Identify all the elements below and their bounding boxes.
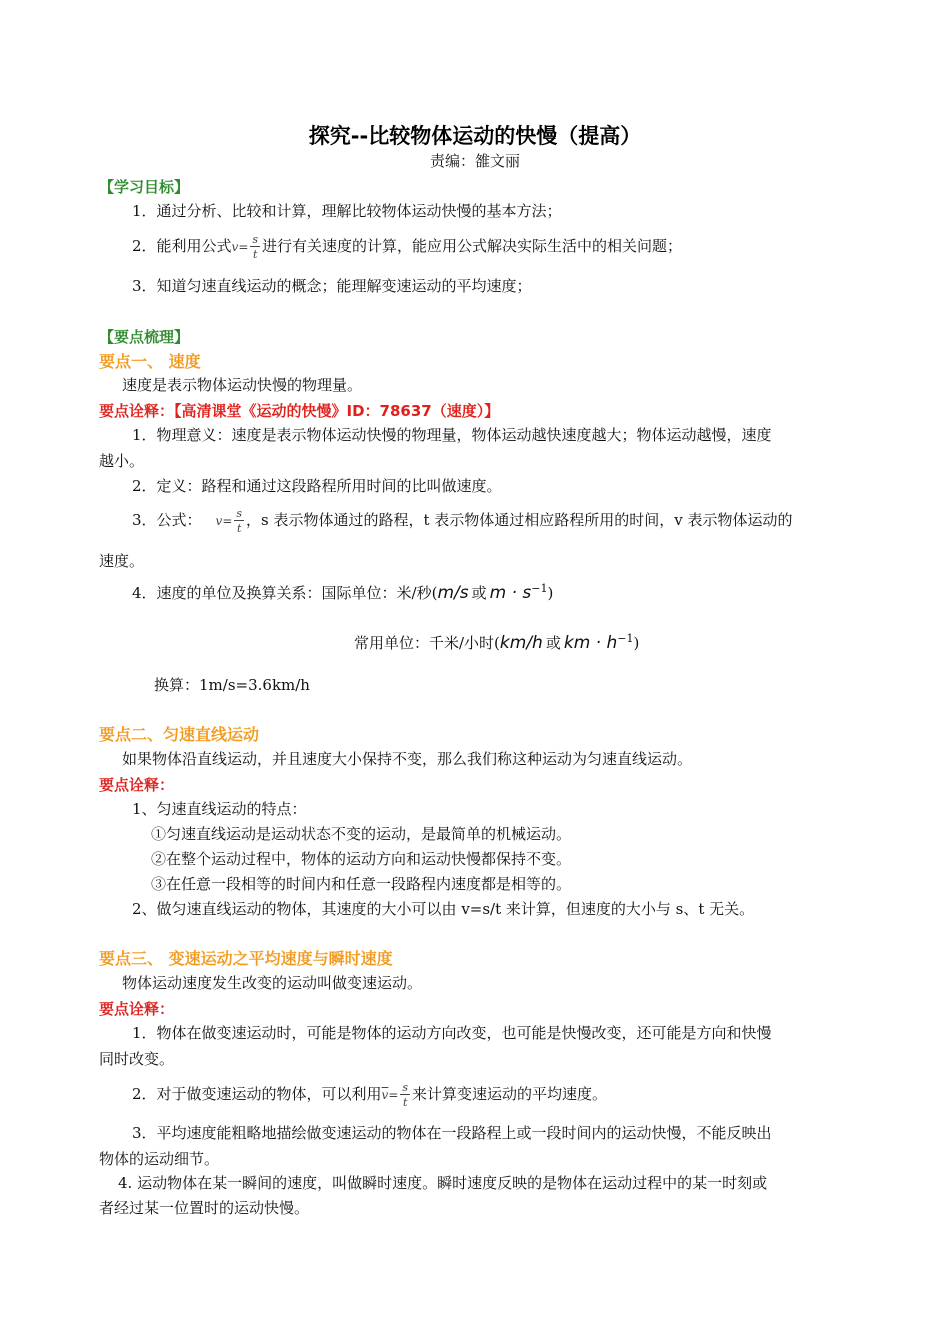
point2-note: 要点诠释： [99, 776, 175, 794]
point1-intro: 速度是表示物体运动快慢的物理量。 [122, 376, 363, 394]
point2-intro: 如果物体沿直线运动，并且速度大小保持不变，那么我们称这种运动为匀速直线运动。 [122, 750, 693, 768]
point3-item1-line1: 1．物体在做变速运动时，可能是物体的运动方向改变，也可能是快慢改变，还可能是方向和快慢 [132, 1024, 772, 1042]
point1-item2: 2．定义：路程和通过这段路程所用时间的比叫做速度。 [132, 477, 502, 495]
point1-item3-line2: 速度。 [99, 552, 145, 570]
formula-vbar: $\overline{v}$ [381, 1088, 389, 1102]
unit-km-per-h: km/h [499, 633, 543, 653]
summary-heading: 【要点梳理】 [99, 328, 190, 346]
point2-sub1: ①匀速直线运动是运动状态不变的运动，是最简单的机械运动。 [151, 825, 572, 843]
point3-note: 要点诠释： [99, 1000, 175, 1018]
point1-item4: 4．速度的单位及换算关系：国际单位：米/秒(m/s 或 $m \cdot s^{-1}$) [132, 582, 554, 603]
unit-km-h-inverse: km · h [563, 633, 618, 653]
formula-equals: = [388, 1088, 399, 1102]
point2-sub2: ②在整个运动过程中，物体的运动方向和运动快慢都保持不变。 [151, 850, 572, 868]
point3-item3-line1: 3．平均速度能粗略地描绘做变速运动的物体在一段路程上或一段时间内的运动快慢，不能反映出 [132, 1124, 772, 1142]
point3-item3-line2: 物体的运动细节。 [99, 1150, 220, 1168]
point1-item1-line1: 1．物理意义：速度是表示物体运动快慢的物理量，物体运动越快速度越大；物体运动越慢，速度 [132, 426, 772, 444]
common-unit-line: 常用单位：千米/小时(km/h 或 km · $h^{-1}$) [354, 632, 640, 653]
point3-item1-line2: 同时改变。 [99, 1050, 175, 1068]
point2-heading: 要点二、匀速直线运动 [99, 725, 260, 744]
point3-item4-line2: 者经过某一位置时的运动快慢。 [99, 1199, 310, 1217]
editor-credit: 责编：雒文丽 [429, 152, 520, 170]
formula-fraction: $\frac{s}{t}$ [236, 507, 243, 535]
point1-item1-line2: 越小。 [99, 452, 145, 470]
point1-heading: 要点一、 速度 [99, 352, 201, 371]
point2-item1: 1、匀速直线运动的特点： [132, 800, 307, 818]
formula-fraction: $\frac{s}{t}$ [252, 233, 259, 261]
unit-m-s-inverse: m · s [489, 583, 532, 603]
point3-heading: 要点三、 变速运动之平均速度与瞬时速度 [99, 949, 393, 968]
objectives-heading: 【学习目标】 [99, 178, 190, 196]
objective-item-3: 3．知道匀速直线运动的概念；能理解变速运动的平均速度； [132, 277, 532, 295]
point2-sub3: ③在任意一段相等的时间内和任意一段路程内速度都是相等的。 [151, 875, 572, 893]
formula-v: v [215, 514, 223, 528]
conversion-line: 换算：1m/s=3.6km/h [154, 676, 310, 694]
point3-intro: 物体运动速度发生改变的运动叫做变速运动。 [122, 974, 423, 992]
formula-equals: = [238, 240, 249, 254]
point3-item2: 2．对于做变速运动的物体，可以利用$\overline{v}=$ $\frac{s}{t}$ 来计算变速运动的平均速度。 [132, 1081, 608, 1109]
unit-m-per-s: m/s [437, 583, 469, 603]
objective-item-1: 1．通过分析、比较和计算，理解比较物体运动快慢的基本方法； [132, 202, 562, 220]
point3-item4-line1: 4. 运动物体在某一瞬间的速度，叫做瞬时速度。瞬时速度反映的是物体在运动过程中的某一时刻或 [118, 1174, 768, 1192]
objective-item-2: 2．能利用公式v= $\frac{s}{t}$ 进行有关速度的计算，能应用公式解决实际生活中的相关问题； [132, 233, 683, 261]
point1-item3: 3．公式： v= $\frac{s}{t}$ ，s 表示物体通过的路程，t 表示物体通过相应路程所用的时间，v 表示物体运动的 [132, 507, 793, 535]
point2-item2: 2、做匀速直线运动的物体，其速度的大小可以由 v=s/t 来计算，但速度的大小与 s、t 无关。 [132, 900, 755, 918]
formula-fraction: $\frac{s}{t}$ [402, 1081, 409, 1109]
formula-v: v [231, 240, 239, 254]
formula-equals: = [222, 514, 233, 528]
point1-note: 要点诠释：【高清课堂《运动的快慢》ID：78637（速度）】 [99, 402, 500, 420]
page-title: 探究--比较物体运动的快慢（提高） [308, 124, 642, 148]
